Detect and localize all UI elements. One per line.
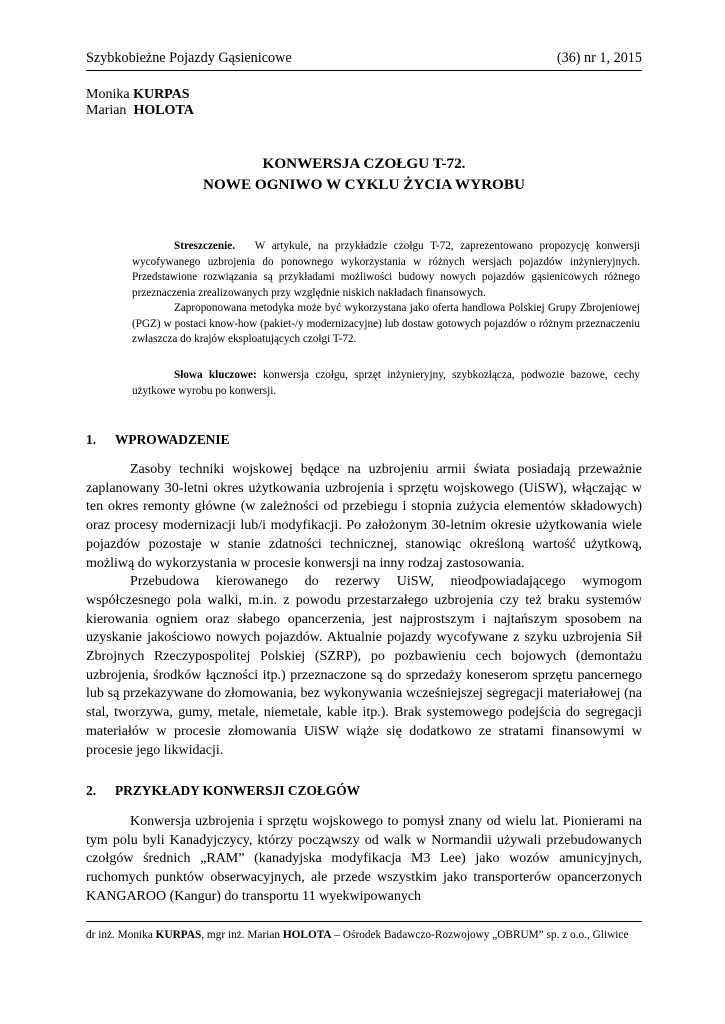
body-paragraph: Przebudowa kierowanego do rezerwy UiSW, nieodpowiadającego wymogom współczesnego pola walki, m.in. z powodu przestarzałego uzbrojenia czy też braku systemów kierowania ogniem oraz słabego opancerzenia, jest najprostszym i najtańszym sposobem na uzyskanie jakościowo nowych pojazdów. Aktualnie pojazdy wycofywane z szyku uzbrojenia Sił Zbrojnych Rzeczypospolitej Polskiej (SZRP), po pozbawieniu cech bojowych (demontażu uzbrojenia, środków łączności itp.) przeznaczone są do sprzedaży koneserom sprzętu pancernego lub są przekazywane do złomowania, bez wykonywania wcześniejszej segregacji materiałowej (na stal, tworzywa, gumy, metale, niemetale, kable itp.). Brak systemowego podejścia do segregacji materiałów w procesie złomowania UiSW wiąże się dodatkowo ze stratami finansowymi w procesie jego likwidacji. <box>86 574 642 758</box>
author: Monika KURPAS <box>86 87 190 102</box>
section-2-body <box>86 813 642 907</box>
paper-title <box>86 153 642 195</box>
title-line-1: KONWERSJA CZOŁGU T-72. <box>262 155 466 172</box>
running-header <box>86 50 642 71</box>
body-paragraph: Zasoby techniki wojskowej będące na uzbrojeniu armii świata posiadają przeważnie zaplanowany 30-letni okres użytkowania uzbrojenia i sprzętu wojskowego (UiSW), włączając w ten okres remonty główne (w zależności od przebiegu i stopnia zużycia elementów składowych) oraz procesy modernizacji lub/i modyfikacji. Po założonym 30-letnim okresie użytkowania wiele pojazdów pozostaje w stanie zdatności technicznej, stanowiąc określoną wartość użytkową, możliwą do wykorzystania w procesie konwersji na inny rodzaj zastosowania. <box>86 462 642 571</box>
section-1-body <box>86 461 642 760</box>
keywords-label: Słowa kluczowe: <box>174 369 257 381</box>
issue-number: (36) nr 1, 2015 <box>556 50 642 66</box>
section-heading: 1. WPROWADZENIE <box>86 432 230 447</box>
abstract <box>132 239 640 348</box>
body-paragraph: Konwersja uzbrojenia i sprzętu wojskowego to pomysł znany od wielu lat. Pionierami na tym polu byli Kanadyjczycy, którzy począwszy od walk w Normandii używali przebudowanych czołgów średnich „RAM” (kanadyjska modyfikacja M3 Lee) jako wozów amunicyjnych, ruchomych punktów obserwacyjnych, ale przede wszystkim jako transporterów opancerzonych KANGAROO (Kangur) do transportu 11 wyekwipowanych <box>86 814 642 904</box>
section-heading: 2. PRZYKŁADY KONWERSJI CZOŁGÓW <box>86 783 361 798</box>
author: Marian HOLOTA <box>86 103 194 118</box>
journal-name: Szybkobieżne Pojazdy Gąsienicowe <box>86 50 292 66</box>
abstract-label: Streszczenie. <box>174 240 235 252</box>
abstract-paragraph-2: Zaproponowana metodyka może być wykorzystana jako oferta handlowa Polskiej Grupy Zbrojeniowej (PGZ) w postaci know-how (pakiet-/y modernizacyjne) lub dostaw gotowych pojazdów o różnym przeznaczeniu zwłaszcza do krajów eksploatujących czołgi T-72. <box>132 302 640 345</box>
title-line-2: NOWE OGNIWO W CYKLU ŻYCIA WYROBU <box>203 176 525 193</box>
abstract-paragraph-1: Streszczenie. W artykule, na przykładzie czołgu T-72, zaprezentowano propozycję konwersji wycofywanego uzbrojenia do ponownego wykorzystania w różnych wersjach pojazdów inżynieryjnych. Przedstawione rozwiązania są przykładami możliwości budowy nowych pojazdów gąsienicowych różnego przeznaczenia zrealizowanych przy względnie niskich nakładach finansowych. <box>132 240 640 299</box>
author-list <box>86 87 194 119</box>
keywords <box>132 368 640 399</box>
author-footnote: dr inż. Monika KURPAS, mgr inż. Marian HOLOTA – Ośrodek Badawczo-Rozwojowy „OBRUM” sp. z o.o., Gliwice <box>86 921 642 943</box>
keywords-text: konwersja czołgu, sprzęt inżynieryjny, szybkozłącza, podwozie bazowe, cechy użytkowe wyrobu po konwersji. <box>132 369 641 397</box>
